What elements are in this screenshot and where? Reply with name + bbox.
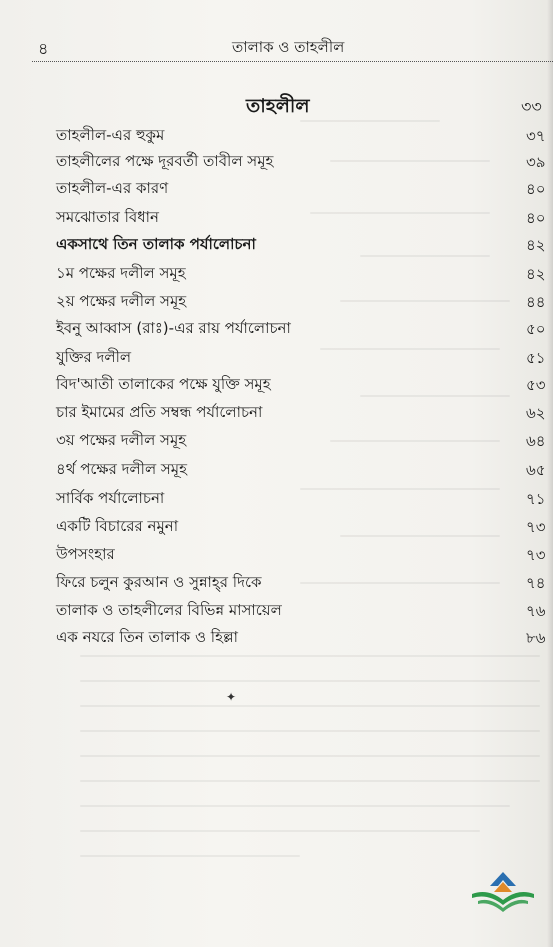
toc-entry <box>56 124 553 148</box>
toc-entry-label: বিদ'আতী তালাকের পক্ষে যুক্তি সমূহ <box>56 375 271 393</box>
toc-entry <box>56 429 553 453</box>
toc-entry <box>56 543 553 567</box>
toc-entry-page: ৪৪ <box>526 293 546 311</box>
toc-entry-page: ৬৫ <box>526 461 546 479</box>
toc-entry-page: ৭৩ <box>526 546 546 564</box>
toc-entry <box>56 515 553 539</box>
toc-entry-label: তাহলীল-এর হুকুম <box>56 126 165 144</box>
section-title: তাহলীল <box>246 95 310 117</box>
toc-entry-label: সমঝোতার বিধান <box>56 208 159 226</box>
toc-entry-label: ফিরে চলুন কুরআন ও সুন্নাহ্‌র দিকে <box>56 573 262 591</box>
toc-entry <box>56 458 553 482</box>
toc-entry-label: তাহলীল-এর কারণ <box>56 179 169 197</box>
toc-entry <box>56 206 553 230</box>
toc-entry <box>56 373 553 397</box>
toc-entry-page: ৭৬ <box>526 602 546 620</box>
toc-entry-label: তালাক ও তাহলীলের বিভিন্ন মাসায়েল <box>56 601 282 619</box>
toc-entry <box>56 317 553 341</box>
toc-entry-page: ৭৩ <box>526 518 546 536</box>
toc-entry-page: ৩৭ <box>526 127 546 145</box>
toc-entry-page: ৭৪ <box>526 574 546 592</box>
toc-entry <box>56 401 553 425</box>
toc-entry-page: ৪২ <box>526 236 546 254</box>
toc-entry <box>56 487 553 511</box>
toc-entry-page: ৫১ <box>526 349 546 367</box>
toc-entry <box>56 177 553 201</box>
toc-entry <box>56 626 553 650</box>
toc-entry-label: ২য় পক্ষের দলীল সমূহ <box>56 292 187 310</box>
toc-entry-label: এক নযরে তিন তালাক ও হিল্লা <box>56 628 238 646</box>
toc-entry-bold <box>56 233 553 257</box>
toc-entry-page: ৪০ <box>526 209 546 227</box>
toc-entry-page: ৩৯ <box>526 153 546 171</box>
toc-entry-page: ৬২ <box>526 404 546 422</box>
toc-entry-label: ৪র্থ পক্ষের দলীল সমূহ <box>56 460 188 478</box>
page-number: ৪ <box>38 39 49 58</box>
toc-entry-label: একটি বিচারের নমুনা <box>56 517 179 535</box>
toc-entry-label: যুক্তির দলীল <box>56 348 132 366</box>
toc-entry <box>56 599 553 623</box>
toc-entry-page: ৪০ <box>526 180 546 198</box>
toc-entry-page: ৮৬ <box>526 629 546 647</box>
toc-entry-label: ইবনু আব্বাস (রাঃ)-এর রায় পর্যালোচনা <box>56 319 291 337</box>
toc-entry-page: ৬৪ <box>526 432 546 450</box>
end-ornament-icon: ✦ <box>226 690 237 704</box>
toc-entry <box>56 262 553 286</box>
publisher-logo-icon <box>468 868 538 916</box>
running-title: তালাক ও তাহলীল <box>232 38 345 56</box>
toc-entry-label: তাহলীলের পক্ষে দূরবর্তী তাবীল সমূহ <box>56 152 274 170</box>
toc-entry <box>56 571 553 595</box>
toc-entry <box>56 150 553 174</box>
toc-entry <box>56 346 553 370</box>
toc-entry-label: উপসংহার <box>56 545 115 563</box>
toc-entry-page: ৭১ <box>526 490 546 508</box>
section-title-page: ৩৩ <box>521 97 542 116</box>
page-edge-shadow <box>547 0 553 947</box>
toc-entry-page: ৫৩ <box>526 376 546 394</box>
toc-entry-label: ৩য় পক্ষের দলীল সমূহ <box>56 431 187 449</box>
toc-entry-page: ৫০ <box>526 320 546 338</box>
toc-entry-label: চার ইমামের প্রতি সম্বন্ধ পর্যালোচনা <box>56 403 263 421</box>
toc-entry-label: সার্বিক পর্যালোচনা <box>56 489 165 507</box>
toc-entry-label: ১ম পক্ষের দলীল সমূহ <box>56 264 186 282</box>
toc-entry-page: ৪২ <box>526 265 546 283</box>
toc-entry-label: একসাথে তিন তালাক পর্যালোচনা <box>56 235 256 253</box>
toc-entry <box>56 290 553 314</box>
